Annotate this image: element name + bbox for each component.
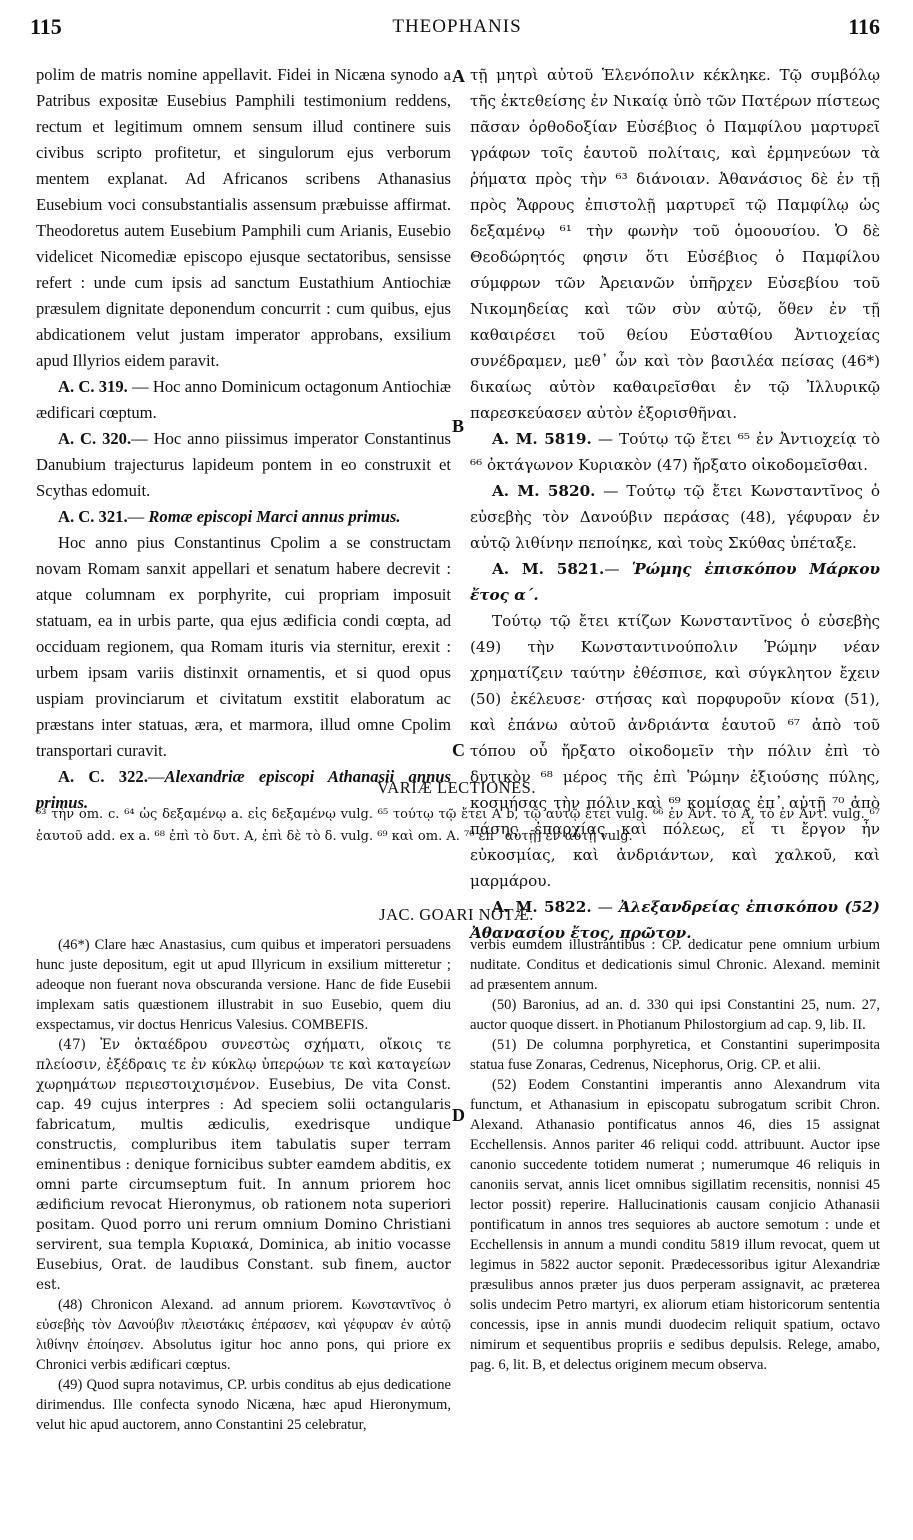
- entry-italic: Alexandriæ episcopi Athanasii annus primus.: [36, 767, 451, 812]
- greek-paragraph: τῇ μητρὶ αὐτοῦ Ἑλενόπολιν κέκληκε. Τῷ συμβόλῳ τῆς ἐκτεθείσης ἐν Νικαίᾳ ὑπὸ τῶν Πατέρων πίστεως πᾶσαν ὀρθοδοξίαν Εὐσέβιος ὁ Παμφίλου μαρτυρεῖ γράφων τοῖς ἑαυτοῦ πολίταις, καὶ ἑρμηνεύων τὰ ῥήματα πρὸς τὴν ⁶³ διάνοιαν. Ἀθανάσιος δὲ ἐν τῇ πρὸς Ἄφρους ἐπιστολῇ μαρτυρεῖ τῷ Παμφίλῳ ὡς δεξαμένῳ ⁶¹ τὴν φωνὴν τοῦ ὁμοουσίου. Ὁ δὲ Θεοδώρητός φησιν ὅτι Εὐσέβιος ὁ Παμφίλου σύμφρων τῶν Ἀρειανῶν ὑπῆρχεν Εὐσεβίου τοῦ Νικομηδείας καὶ τῶν σὺν αὐτῷ, ὅθεν ἐν τῇ καθαιρέσει τοῦ θείου Εὐσταθίου Ἀντιοχείας συνέδραμεν, μεθ᾽ ὧν καὶ τὸν βασιλέα πείσας (46*) δικαίως αὐτὸν καθαιρεῖσθαι ἐν τῷ Ἰλλυρικῷ παρεσκεύασεν αὐτὸν ἐξορισθῆναι.: [470, 66, 880, 422]
- year-heading: A. M. 5820.: [492, 482, 596, 500]
- entry-italic: Ἀλεξανδρείας ἐπισκόπου (52) Ἀθανασίου ἔτος, πρῶτον.: [470, 898, 880, 942]
- greek-entry: [470, 426, 880, 478]
- year-heading: A. C. 321.: [58, 507, 128, 526]
- margin-marker-d: D: [452, 1105, 465, 1125]
- entry-text: —: [127, 507, 149, 526]
- year-heading: A. M. 5822.: [492, 898, 592, 916]
- notes-right-column: [470, 935, 880, 1375]
- greek-entry: [470, 556, 880, 608]
- entry-text: — Τούτῳ τῷ ἔτει Κωνσταντῖνος ὁ εὐσεβὴς τὸν Δανούβιν περάσας (48), γέφυραν ἐν αὐτῷ λιθίνην πεποίηκε, καὶ τοὺς Σκύθας ὑπέταξε.: [470, 482, 880, 552]
- year-heading: A. M. 5821.: [492, 560, 605, 578]
- margin-marker-c: C: [452, 740, 465, 760]
- year-heading: A. C. 320.: [58, 429, 132, 448]
- greek-entry: [470, 478, 880, 556]
- latin-entry: [36, 504, 451, 530]
- latin-paragraph: polim de matris nomine appellavit. Fidei in Nicæna synodo a Patribus expositæ Eusebius Pamphili testimonium reddens, rectum et legitimum omnem sensum illud continere suis civibus scripto profitetur, et singulorum ejus verborum mentem explanat. Ad Africanos scribens Athanasius Eusebium voci consubstantialis assensum præbuisse affirmat. Theodoretus autem Eusebium Pamphili cum Arianis, Eusebio videlicet Nicomediæ episcopo ejusque sectatoribus, sensisse refert : unde cum ipsis ad sanctum Eustathium Antiochiæ præsulem dignitate deponendum concurrit : cum quibus, ejus abdicationem velut justam imperator approbans, exsilium apud Illyrios eidem paravit.: [36, 65, 451, 370]
- latin-entry: [36, 426, 451, 504]
- left-page-number: 115: [30, 14, 62, 39]
- latin-entry: [36, 374, 451, 426]
- note: verbis eumdem illustrantibus : CP. dedicatur pene omnium urbium nuditate. Conditus et dedicationis simul Chronic. Alexand. meminit ad præsentem annum.: [470, 937, 880, 993]
- note: (51) De columna porphyretica, et Constantini superimposita statua fuse Zonaras, Cedrenus, Nicephorus, Orig. CP. et alii.: [470, 1037, 880, 1073]
- latin-paragraph: Hoc anno pius Constantinus Cpolim a se constructam novam Romam sanxit appellari et senatum habere decrevit : atque columnam ex porphyrite, cui propriam imposuit statuam, ea in urbis parte, qua ejus ædificia condi cœpta, ad occiduam regionem, qua Romam ituris via sternitur, erexit : urbem ipsam variis distinxit ornamentis, et si quod opus uspiam provinciarum et civitatum exstitit elaboratum ac præstans inter statuas, æra, et marmora, illud omne Cpolim transportari curavit.: [36, 533, 451, 760]
- entry-text: — Hoc anno piissimus imperator Constantinus Danubium trajecturus lapideum pontem in eo construxit et Scythas edomuit.: [36, 429, 451, 500]
- year-heading: A. C. 319.: [58, 377, 128, 396]
- entry-text: —: [591, 898, 619, 916]
- notes-heading: JAC. GOARI NOTÆ.: [379, 905, 534, 924]
- notes-left-column: [36, 935, 451, 1435]
- page-header: [26, 14, 888, 44]
- variae-text: ⁶³ τὴν om. c. ⁶⁴ ὡς δεξαμένῳ a. εἰς δεξαμένῳ vulg. ⁶⁵ τούτῳ τῷ ἔτει A b, τῷ αὐτῷ ἔτει vulg. ⁶⁶ ἐν Ἀντ. τὸ A, τὸ ἐν Ἀντ. vulg. ⁶⁷ ἑαυτοῦ add. ex a. ⁶⁸ ἐπὶ τὸ δυτ. A, ἐπὶ δὲ τὸ δ. vulg. ⁶⁹ καὶ om. A. ⁷⁰ ἐπ᾽ αὐτῇ] ἐν αὐτῇ vulg.: [36, 807, 880, 844]
- note: (48) Chronicon Alexand. ad annum priorem. Κωνσταντῖνος ὁ εὐσεβὴς τὸν Δανούβιν πλειστάκις ἐπέρασεν, καὶ γέφυραν ἐν αὐτῷ λιθίνην ἐποίησεν. Absolutus igitur hoc anno pons, qui priore ex Chronici verbis ædificari cœptus.: [36, 1297, 451, 1373]
- latin-column: [36, 62, 451, 816]
- right-page-number: 116: [848, 14, 880, 39]
- entry-italic: Romæ episcopi Marci annus primus.: [148, 507, 401, 526]
- greek-paragraph: Τούτῳ τῷ ἔτει κτίζων Κωνσταντῖνος ὁ εὐσεβὴς (49) τὴν Κωνσταντινούπολιν Ῥώμην νέαν χρηματίζειν ταύτην ἐθέσπισε, καὶ σύγκλητον ἔχειν (50) ἐκέλευσε· στήσας καὶ πορφυροῦν κίονα (51), καὶ ἐπάνω αὐτοῦ ἀνδριάντα ἑαυτοῦ ⁶⁷ ἀπὸ τοῦ τόπου οὗ ἤρξατο οἰκοδομεῖν τὴν πόλιν ἐπὶ τὸ δυτικὸν ⁶⁸ μέρος τῆς ἐπὶ Ῥώμην ἐξιούσης πύλης, κοσμήσας τὴν πόλιν καὶ ⁶⁹ κομίσας ἐπ᾽ αὐτῇ ⁷⁰ ἀπὸ πάσης ἐπαρχίας καὶ πόλεως, εἴ τι ἔργον ἦν εὐκοσμίας, καὶ ἀνδριάντων, καὶ χαλκοῦ, καὶ μαρμάρου.: [470, 612, 880, 890]
- entry-text: —: [147, 767, 165, 786]
- note: (50) Baronius, ad an. d. 330 qui ipsi Constantini 25, num. 27, auctor quoque dissert. in Photianum Philostorgium ad cap. 9, lib. II.: [470, 997, 880, 1033]
- note: (47) Ἐν ὀκταέδρου συνεστὼς σχήματι, οἴκοις τε πλείοσιν, ἐξέδραις τε ἐν κύκλῳ ὑπερῴων τε καὶ καταγείων χωρημάτων περιεστοιχισμένον. Eusebius, De vita Const. cap. 49 cujus interpres : Ad speciem solii octangularis fabricatum, multis ædiculis, exedrisque undique constructis, compluribus item tabulatis super terram eminentibus : denique fornicibus subter eamdem abditis, ex omni parte circumseptum fuit. In annum priorem hoc ædificium revocat Hieronymus, ob rationem nota superiori positam. Quod porro uni rerum omnium Domino Christiani servirent, sua templa Κυριακά, Dominica, ab initio vocasse Eusebius, Orat. de laudibus Constant. sub finem, auctor est.: [36, 1037, 451, 1293]
- variae-heading: VARIÆ LECTIONES.: [377, 778, 536, 797]
- variae-lectiones: [36, 803, 880, 847]
- note: (46*) Clare hæc Anastasius, cum quibus et imperatori persuadens hunc juste depositum, egit ut apud Illyricum in exsilium mitteretur ; adeoque non fuerant nova obscuranda versione. Hanc de fide Eusebii implexam satis quæstionem illustrabit in suo Eusebio, quem diu exspectamus, vir doctus Henricus Valesius. COMBEFIS.: [36, 937, 451, 1033]
- running-title: THEOPHANIS: [392, 16, 522, 37]
- entry-text: — Hoc anno Dominicum octagonum Antiochiæ ædificari cœptum.: [36, 377, 451, 422]
- entry-text: —: [604, 560, 632, 578]
- year-heading: A. M. 5819.: [492, 430, 592, 448]
- note: (49) Quod supra notavimus, CP. urbis conditus ab ejus dedicatione dirimendus. Ille confecta synodo Nicæna, hæc apud Hieronymum, velut hic apud auctorem, anno Constantini 25 celebratur,: [36, 1377, 451, 1433]
- note: (52) Eodem Constantini imperantis anno Alexandrum vita functum, et Athanasium in episcopatu subrogatum scribit Chron. Alexand. Athanasio pontificatus annos 46, dies 15 assignat Ecchellensis. Annos pariter 46 reliqui codd. attribuunt. Auctor ipse canonio succedente totidem numerat ; numerumque 46 reliquis in canoniis servat, annis licet omnibus sigillatim recensitis, nonnisi 45 lector possit) reperire. Hallucinationis causam conjicio Athanasii pontificatum in annos tres sequiores ab auctore semotum : unde et Ecchellensis in annum a mundi conditu 5819 illum revocat, quem ut legimus in 5822 auctor seponit. Prædecessoribus igitur Alexandriæ præsulibus annos præter jus duos perperam assignavit, ac præterea solis undecim Petro martyri, ex aliorum etiam historicorum sententia concessis, ipse in annis mundi duodecim reliquit spatium, octavo nimirum et sequentibus propriis e sedibus depulsis. Relege, amabo, pag. 6, lit. B, et delectus originem mecum observa.: [470, 1077, 880, 1373]
- entry-text: — Τούτῳ τῷ ἔτει ⁶⁵ ἐν Ἀντιοχείᾳ τὸ ⁶⁶ ὀκτάγωνον Κυριακὸν (47) ἤρξατο οἰκοδομεῖσθαι.: [470, 430, 880, 474]
- year-heading: A. C. 322.: [58, 767, 148, 786]
- entry-italic: Ῥώμης ἐπισκόπου Μάρκου ἔτος α΄.: [470, 560, 880, 604]
- margin-marker-a: A: [452, 66, 465, 86]
- margin-marker-b: B: [452, 416, 465, 436]
